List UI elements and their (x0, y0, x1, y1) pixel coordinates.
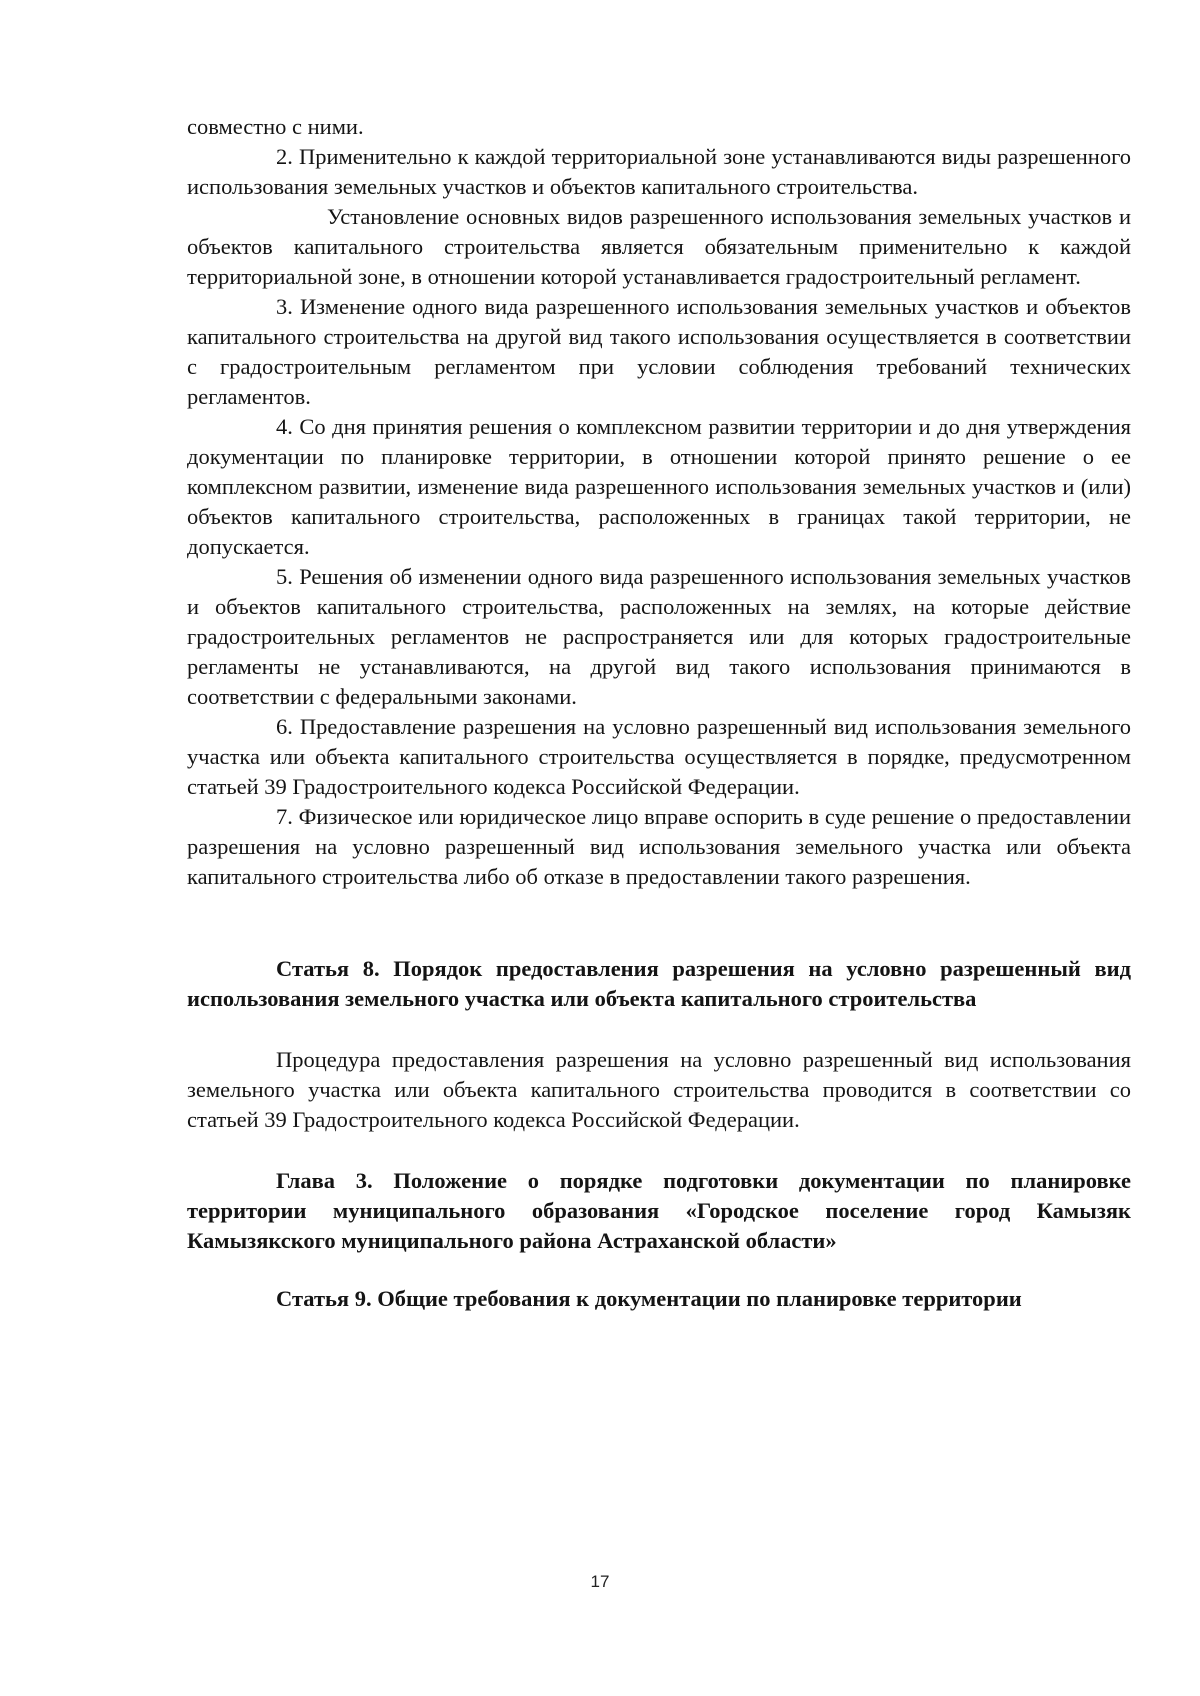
paragraph-item-7: 7. Физическое или юридическое лицо вправе оспорить в суде решение о предоставлении разрешения на условно разрешенный вид использования земельного участка или объекта капитального строительства либо об отказе в предоставлении такого разрешения. (187, 804, 1131, 889)
spacer (187, 1256, 1131, 1284)
paragraph-item-2-detail: Установление основных видов разрешенного использования земельных участков и объектов капитального строительства является обязательным применительно к каждой территориальной зоне, в отношении которой устанавливается градостроительный регламент. (187, 204, 1131, 289)
page-number: 17 (590, 1572, 610, 1591)
spacer (187, 1135, 1131, 1166)
paragraph-item-6: 6. Предоставление разрешения на условно разрешенный вид использования земельного участка или объекта капитального строительства осуществляется в порядке, предусмотренном статьей 39 Градостроительного кодекса Российской Федерации. (187, 714, 1131, 799)
article-8-heading: Статья 8. Порядок предоставления разрешения на условно разрешенный вид использования земельного участка или объекта капитального строительства (187, 956, 1131, 1011)
document-page (187, 112, 1131, 1314)
paragraph-item-3: 3. Изменение одного вида разрешенного использования земельных участков и объектов капитального строительства на другой вид такого использования осуществляется в соответствии с градостроительным регламентом при условии соблюдения требований технических регламентов. (187, 294, 1131, 409)
chapter-3-heading: Глава 3. Положение о порядке подготовки документации по планировке территории муниципального образования «Городское поселение город Камызяк Камызякского муниципального района Астраханской области» (187, 1168, 1131, 1253)
article-9-heading: Статья 9. Общие требования к документации по планировке территории (276, 1286, 1022, 1311)
spacer (187, 892, 1131, 954)
article-8-text: Процедура предоставления разрешения на условно разрешенный вид использования земельного участка или объекта капитального строительства проводится в соответствии со статьей 39 Градостроительного кодекса Российской Федерации. (187, 1047, 1131, 1132)
paragraph-continuation: совместно с ними. (187, 114, 364, 139)
paragraph-item-5: 5. Решения об изменении одного вида разрешенного использования земельных участков и объектов капитального строительства, расположенных на землях, на которые действие градостроительных регламентов не распространяется или для которых градостроительные регламенты не устанавливаются, на другой вид такого использования принимаются в соответствии с федеральными законами. (187, 564, 1131, 709)
paragraph-item-4: 4. Со дня принятия решения о комплексном развитии территории и до дня утверждения документации по планировке территории, в отношении которой принято решение о ее комплексном развитии, изменение вида разрешенного использования земельных участков и (или) объектов капитального строительства, расположенных в границах такой территории, не допускается. (187, 414, 1131, 559)
spacer (187, 1014, 1131, 1045)
paragraph-item-2: 2. Применительно к каждой территориальной зоне устанавливаются виды разрешенного использования земельных участков и объектов капитального строительства. (187, 144, 1131, 199)
